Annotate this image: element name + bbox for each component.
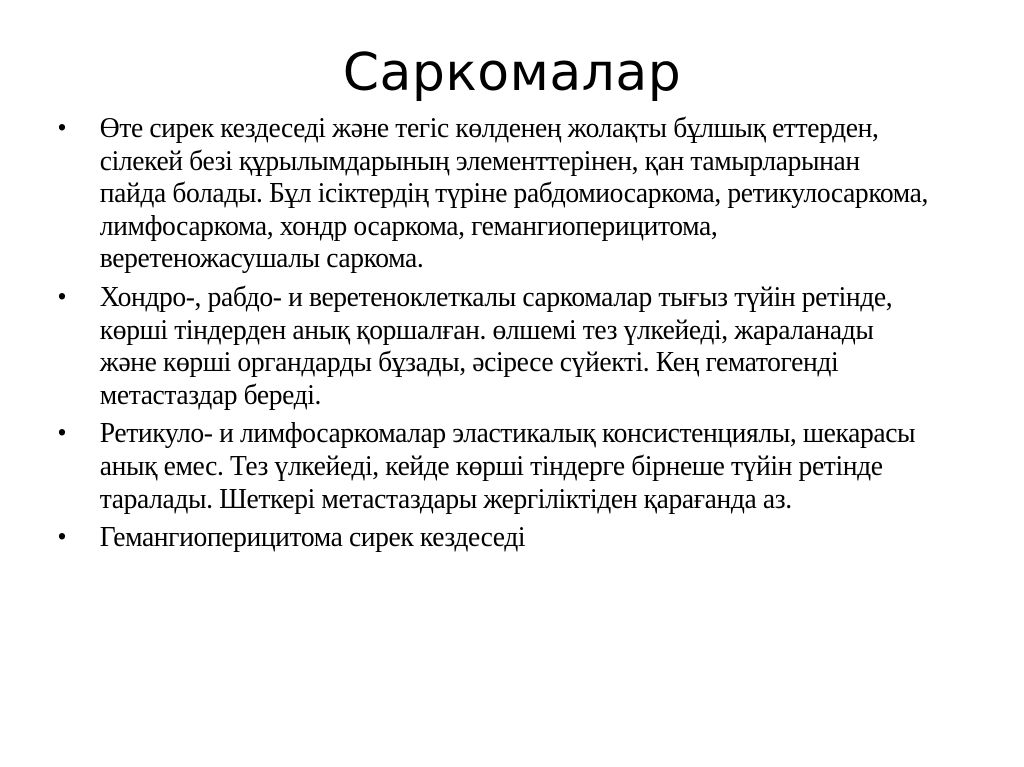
bullet-text: Өте сирек кездеседі және тегіс көлденең жолақты бұлшық еттерден, сілекей безі құрылымдарының элементтерінен, қан тамырларынан пайда болады. Бұл ісіктердің түріне рабдомиосаркома, ретикулосаркома, лимфосаркома, хондр осаркома, гемангиоперицитома, веретеножасушалы саркома. — [99, 112, 929, 275]
bullet-text: Гемангиоперицитома сирек кездеседі — [99, 521, 526, 554]
bullet-item — [58, 417, 932, 515]
bullet-icon: • — [58, 282, 66, 310]
bullet-item — [58, 521, 932, 554]
bullet-icon: • — [58, 114, 66, 141]
bullet-text: Ретикуло- и лимфосаркомалар эластикалық консистенциялы, шекарасы анық емес. Тез үлкейеді, кейде көрші тіндерге бірнеше түйін ретінде таралады. Шеткері метастаздары жергіліктіден қарағанда аз. — [99, 417, 916, 515]
bullet-icon: • — [58, 523, 66, 551]
bullet-text: Хондро-, рабдо- и веретеноклеткалы саркомалар тығыз түйін ретінде, көрші тіндерден анық қоршалған. өлшемі тез үлкейеді, жараланады және көрші органдарды бұзады, әсіресе сүйекті. Кең гематогенді метастаздар береді. — [99, 280, 893, 411]
bullet-icon: • — [58, 419, 66, 447]
bullet-list — [58, 112, 932, 560]
slide-title: Саркомалар — [342, 43, 682, 103]
bullet-item — [58, 281, 932, 411]
bullet-item — [58, 112, 932, 275]
